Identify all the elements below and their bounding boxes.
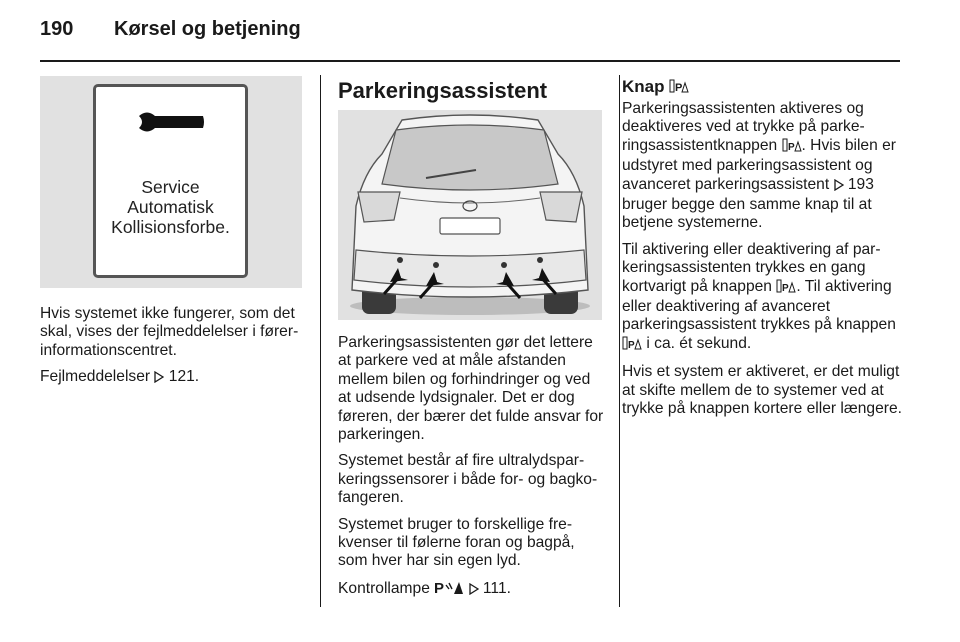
service-line: Kollisionsforbe. xyxy=(111,217,230,237)
service-line: Service xyxy=(141,177,200,197)
paragraph: Parkeringsassistenten gør det lettere at parkere ved at måle afstanden mellem bilen og forhindringer og ved at udsende lydsignaler. Det er dog føreren, der bærer det fulde ansvar for parkeringen. xyxy=(338,334,604,444)
svg-text:P: P xyxy=(675,82,683,94)
paragraph: Kontrollampe P 111. xyxy=(338,579,606,600)
column-divider-1 xyxy=(320,75,321,607)
page-number: 190 xyxy=(40,18,74,40)
section-title: Parkeringsassistent xyxy=(338,78,548,103)
car-rear-sensors-illustration xyxy=(338,110,602,320)
parking-assist-lamp-icon xyxy=(434,579,464,600)
paragraph: Systemet bruger to forskellige frekvenser til følerne foran og bagpå, som hver har sin egen lyd. xyxy=(338,515,575,570)
wrench-icon xyxy=(137,107,207,137)
svg-text:P: P xyxy=(782,282,789,293)
reference-arrow-icon xyxy=(154,370,164,388)
service-line: Automatisk xyxy=(127,197,214,217)
svg-text:P: P xyxy=(628,339,635,350)
parking-assist-button-icon xyxy=(782,138,802,157)
column-divider-2 xyxy=(619,75,620,607)
paragraph: Hvis et system er aktiveret, er det muligt at skifte mellem de to systemer ved at trykke på knappen kortere eller længere. xyxy=(622,363,902,418)
parking-assist-button-icon xyxy=(669,78,689,99)
car-drawing xyxy=(338,110,602,320)
paragraph: Systemet består af fire ultralydsparkeringssensorer i både for- og bagkofangeren. xyxy=(338,452,598,507)
reference-arrow-icon xyxy=(469,582,479,600)
paragraph: Hvis systemet ikke fungerer, som det skal, vises der fejlmeddelelser i førerinformationscentret. xyxy=(40,305,299,359)
paragraph: Parkeringsassistenten aktiveres og deaktiveres ved at trykke på parkeringsassistentknappen P . Hvis bilen er udstyret med parkeringsassistent og avanceret parkeringsassistent 193 bruger begge den samme knap til at betjene systemerne. xyxy=(622,100,896,232)
service-display-panel xyxy=(93,84,248,278)
middle-column-text xyxy=(338,334,606,608)
chapter-title: Kørsel og betjening xyxy=(114,18,301,40)
parking-assist-button-icon xyxy=(622,336,642,355)
service-message-text xyxy=(96,177,245,237)
left-column-text xyxy=(40,305,308,397)
svg-text:P: P xyxy=(434,579,445,595)
button-section-title: Knap P xyxy=(622,77,689,99)
paragraph: Til aktivering eller deaktivering af parkeringsassistenten trykkes en gang kortvarigt på knappen P . Til aktivering eller deaktivering af avanceret parkeringsassistent trykkes på knappen P i ca. ét sekund. xyxy=(622,241,904,355)
header-rule xyxy=(40,60,900,62)
parking-assist-button-icon xyxy=(776,279,796,298)
svg-text:P: P xyxy=(787,141,795,152)
right-column-text xyxy=(622,100,904,427)
service-message-illustration xyxy=(40,76,302,288)
paragraph: Fejlmeddelelser 121. xyxy=(40,368,308,388)
reference-arrow-icon xyxy=(834,178,844,196)
